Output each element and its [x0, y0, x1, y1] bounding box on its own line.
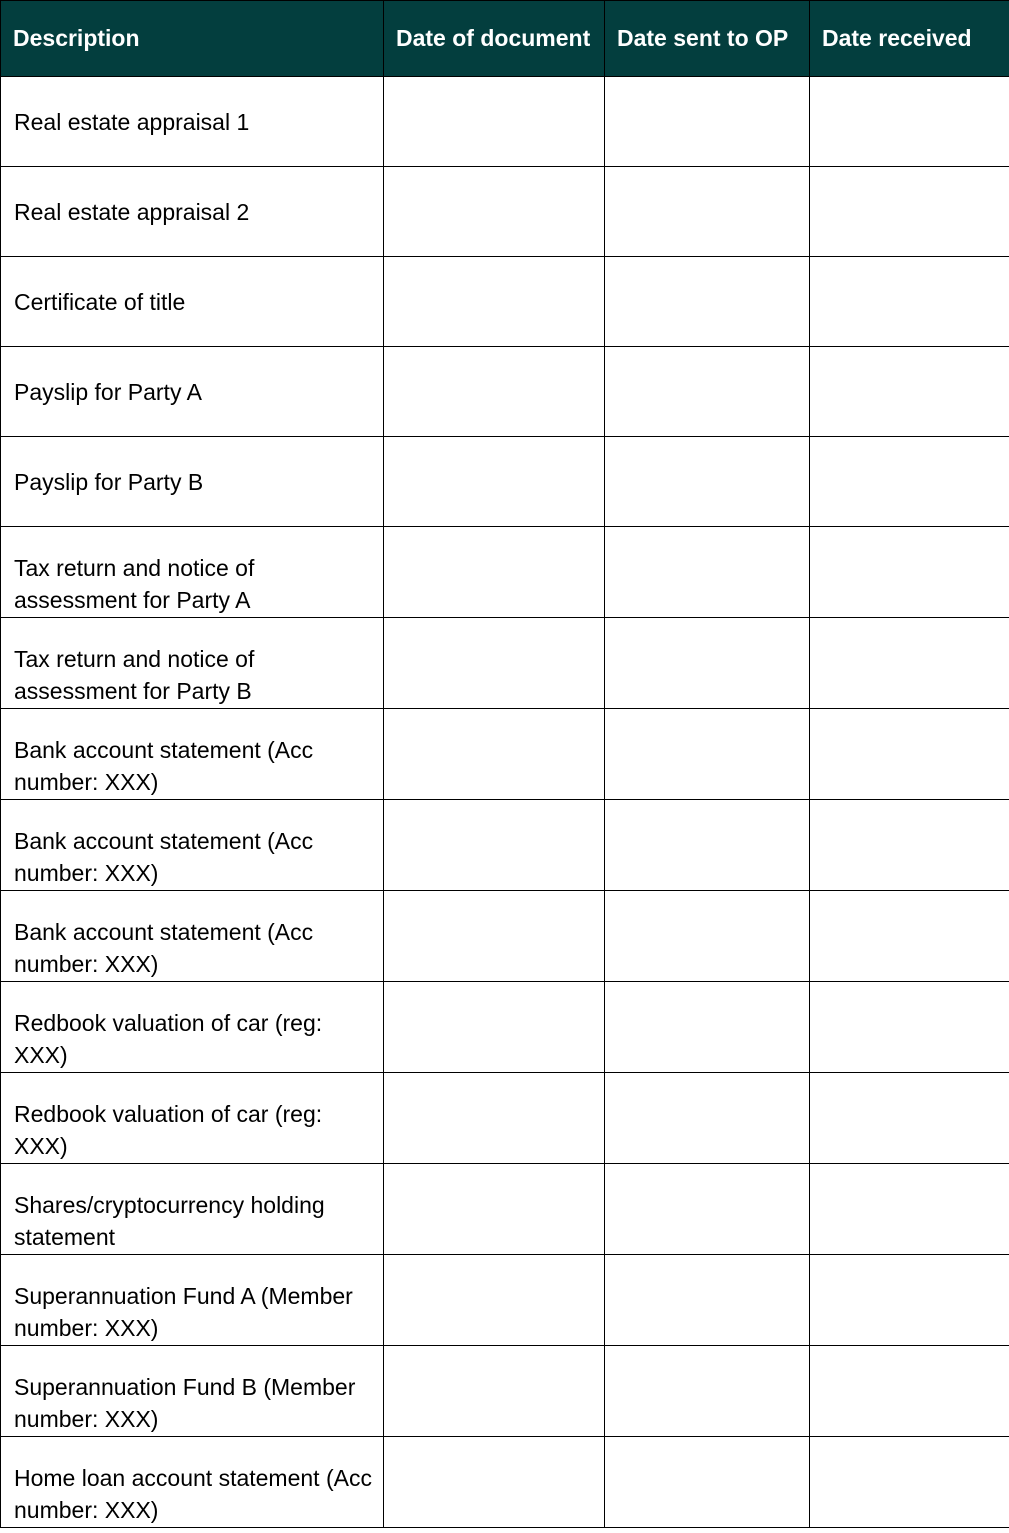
description-cell: Redbook valuation of car (reg: XXX): [1, 1073, 384, 1164]
date-received-cell[interactable]: [810, 891, 1009, 982]
date-sent-cell[interactable]: [605, 800, 810, 891]
table-row: [1, 1437, 1009, 1528]
date-received-cell[interactable]: [810, 1164, 1009, 1255]
date-received-cell[interactable]: [810, 527, 1009, 618]
date-received-cell[interactable]: [810, 982, 1009, 1073]
date-of-document-cell[interactable]: [384, 618, 605, 709]
table-row: [1, 618, 1009, 709]
table-row: [1, 891, 1009, 982]
table-row: [1, 167, 1009, 257]
description-cell: Superannuation Fund A (Member number: XXX): [1, 1255, 384, 1346]
header-row: [1, 1, 1009, 77]
description-cell: Tax return and notice of assessment for Party A: [1, 527, 384, 618]
date-received-cell[interactable]: [810, 437, 1009, 527]
table-header: [1, 1, 1009, 77]
date-of-document-cell[interactable]: [384, 437, 605, 527]
table-body: [1, 77, 1009, 1528]
table-row: [1, 1164, 1009, 1255]
table-row: [1, 77, 1009, 167]
table-row: [1, 347, 1009, 437]
date-sent-cell[interactable]: [605, 982, 810, 1073]
date-sent-cell[interactable]: [605, 618, 810, 709]
date-of-document-cell[interactable]: [384, 347, 605, 437]
description-cell: Bank account statement (Acc number: XXX): [1, 800, 384, 891]
table-row: [1, 709, 1009, 800]
date-received-cell[interactable]: [810, 347, 1009, 437]
date-sent-cell[interactable]: [605, 347, 810, 437]
table-row: [1, 982, 1009, 1073]
date-of-document-cell[interactable]: [384, 800, 605, 891]
date-received-cell[interactable]: [810, 167, 1009, 257]
header-date-received: Date received: [810, 1, 1009, 77]
table-row: [1, 1346, 1009, 1437]
description-cell: Home loan account statement (Acc number: XXX): [1, 1437, 384, 1528]
date-of-document-cell[interactable]: [384, 709, 605, 800]
date-sent-cell[interactable]: [605, 1073, 810, 1164]
date-of-document-cell[interactable]: [384, 1346, 605, 1437]
description-cell: Tax return and notice of assessment for Party B: [1, 618, 384, 709]
description-cell: Real estate appraisal 2: [1, 167, 384, 257]
date-sent-cell[interactable]: [605, 1164, 810, 1255]
table-row: [1, 527, 1009, 618]
description-cell: Payslip for Party B: [1, 437, 384, 527]
header-date-sent: Date sent to OP: [605, 1, 810, 77]
date-received-cell[interactable]: [810, 257, 1009, 347]
date-received-cell[interactable]: [810, 77, 1009, 167]
date-received-cell[interactable]: [810, 709, 1009, 800]
date-sent-cell[interactable]: [605, 891, 810, 982]
date-sent-cell[interactable]: [605, 1437, 810, 1528]
date-received-cell[interactable]: [810, 1073, 1009, 1164]
table-row: [1, 1073, 1009, 1164]
date-sent-cell[interactable]: [605, 709, 810, 800]
date-of-document-cell[interactable]: [384, 527, 605, 618]
description-cell: Shares/cryptocurrency holding statement: [1, 1164, 384, 1255]
date-of-document-cell[interactable]: [384, 77, 605, 167]
date-sent-cell[interactable]: [605, 1255, 810, 1346]
date-of-document-cell[interactable]: [384, 982, 605, 1073]
date-received-cell[interactable]: [810, 1255, 1009, 1346]
date-of-document-cell[interactable]: [384, 891, 605, 982]
description-cell: Bank account statement (Acc number: XXX): [1, 891, 384, 982]
date-of-document-cell[interactable]: [384, 1437, 605, 1528]
date-sent-cell[interactable]: [605, 257, 810, 347]
date-received-cell[interactable]: [810, 800, 1009, 891]
date-received-cell[interactable]: [810, 1346, 1009, 1437]
date-of-document-cell[interactable]: [384, 1255, 605, 1346]
date-of-document-cell[interactable]: [384, 257, 605, 347]
date-received-cell[interactable]: [810, 1437, 1009, 1528]
header-date-of-document: Date of document: [384, 1, 605, 77]
table-row: [1, 437, 1009, 527]
description-cell: Superannuation Fund B (Member number: XXX): [1, 1346, 384, 1437]
date-received-cell[interactable]: [810, 618, 1009, 709]
date-of-document-cell[interactable]: [384, 1073, 605, 1164]
table-row: [1, 257, 1009, 347]
date-of-document-cell[interactable]: [384, 1164, 605, 1255]
date-sent-cell[interactable]: [605, 167, 810, 257]
description-cell: Bank account statement (Acc number: XXX): [1, 709, 384, 800]
date-sent-cell[interactable]: [605, 527, 810, 618]
table-row: [1, 1255, 1009, 1346]
header-description: Description: [1, 1, 384, 77]
description-cell: Redbook valuation of car (reg: XXX): [1, 982, 384, 1073]
description-cell: Certificate of title: [1, 257, 384, 347]
date-sent-cell[interactable]: [605, 1346, 810, 1437]
description-cell: Real estate appraisal 1: [1, 77, 384, 167]
date-sent-cell[interactable]: [605, 437, 810, 527]
date-of-document-cell[interactable]: [384, 167, 605, 257]
date-sent-cell[interactable]: [605, 77, 810, 167]
table-row: [1, 800, 1009, 891]
description-cell: Payslip for Party A: [1, 347, 384, 437]
